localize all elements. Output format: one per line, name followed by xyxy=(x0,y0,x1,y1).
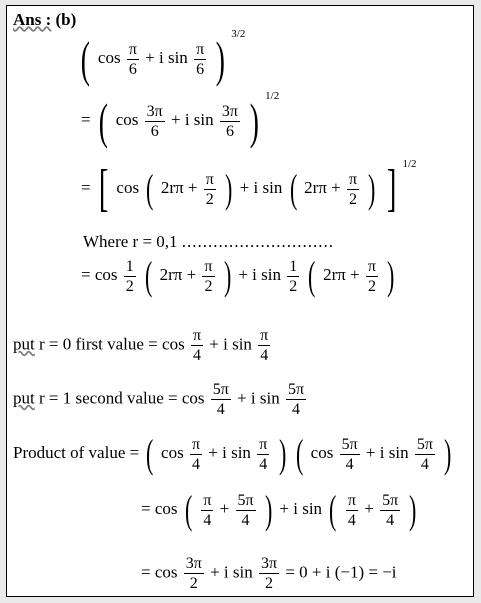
two-r-pi: 2rπ + xyxy=(160,177,198,197)
denominator: 4 xyxy=(192,347,201,364)
fraction-pi-6 xyxy=(127,40,139,79)
numerator: π xyxy=(260,327,269,344)
numerator: π xyxy=(205,170,214,188)
right-bracket: ] xyxy=(386,160,397,217)
fraction-pi-2 xyxy=(347,170,359,209)
denominator: 4 xyxy=(292,401,301,418)
fraction-pi-4 xyxy=(190,435,202,474)
cos-term: cos xyxy=(161,442,184,462)
denominator: 2 xyxy=(349,190,358,208)
product-line xyxy=(13,431,454,476)
numerator: 5π xyxy=(288,381,305,398)
plus-sign: + xyxy=(219,498,230,518)
numerator: 3π xyxy=(221,102,238,120)
denominator: 6 xyxy=(128,60,137,78)
left-paren: ( xyxy=(146,431,154,476)
left-paren: ( xyxy=(329,487,337,532)
fraction-1-2 xyxy=(287,257,299,296)
right-paren: ) xyxy=(264,487,273,532)
isin-term: + i sin xyxy=(365,442,409,462)
numerator: π xyxy=(191,435,201,453)
where-text: Where r = 0,1 xyxy=(83,232,178,251)
cos-term: cos xyxy=(310,442,334,462)
denominator: 4 xyxy=(420,455,429,473)
left-paren: ( xyxy=(184,487,193,532)
product-text: Product of value = xyxy=(13,442,140,462)
isin-term: + i sin xyxy=(237,388,280,408)
isin-term: + i sin xyxy=(209,334,252,354)
numerator: 5π xyxy=(237,491,254,509)
two-r-pi: 2rπ + xyxy=(304,177,341,197)
numerator: 3π xyxy=(185,555,202,572)
numerator: π xyxy=(196,40,205,58)
numerator: π xyxy=(128,40,137,58)
put-text: r = 1 second value = cos xyxy=(34,388,205,408)
denominator: 2 xyxy=(204,277,213,295)
denominator: 4 xyxy=(259,455,268,473)
answer-panel xyxy=(6,5,474,597)
denominator: 4 xyxy=(216,401,225,418)
fraction-3pi-6 xyxy=(145,102,165,141)
denominator: 4 xyxy=(203,511,212,529)
numerator: π xyxy=(192,327,202,344)
isin-term: + i sin xyxy=(239,177,283,197)
denominator: 2 xyxy=(289,277,298,295)
right-paren: ) xyxy=(225,166,233,211)
ans-label: Ans : xyxy=(13,10,52,29)
where-line xyxy=(83,232,334,252)
cos-term: cos xyxy=(116,177,140,197)
left-bracket: [ xyxy=(98,160,109,217)
fraction-pi-2 xyxy=(204,170,216,209)
plus-sign: + xyxy=(364,498,374,518)
denominator: 4 xyxy=(345,455,354,473)
fraction-1-2 xyxy=(124,257,136,296)
denominator: 2 xyxy=(125,277,134,295)
fraction-5pi-4 xyxy=(380,491,400,530)
two-r-pi: 2rπ + xyxy=(323,264,360,284)
fraction-pi-4 xyxy=(346,491,358,530)
left-paren: ( xyxy=(80,31,90,87)
right-paren: ) xyxy=(409,487,417,532)
answer-heading xyxy=(13,10,76,30)
numerator: π xyxy=(367,257,376,275)
fraction-pi-4 xyxy=(191,326,203,365)
numerator: 1 xyxy=(289,257,298,275)
fraction-pi-4 xyxy=(201,491,213,530)
fraction-3pi-2 xyxy=(259,554,279,593)
numerator: π xyxy=(203,491,212,509)
cos-term: cos xyxy=(115,109,139,129)
exponent: 3/2 xyxy=(231,27,246,40)
fraction-pi-4 xyxy=(257,435,269,474)
final-result: = 0 + i (−1) = −i xyxy=(285,562,397,582)
isin-term: + i sin xyxy=(145,47,188,67)
denominator: 4 xyxy=(386,511,395,529)
ans-part: (b) xyxy=(55,10,77,29)
right-paren: ) xyxy=(223,253,232,298)
denominator: 4 xyxy=(191,455,200,473)
denominator: 2 xyxy=(205,190,214,208)
denominator: 2 xyxy=(265,575,274,592)
right-paren: ) xyxy=(249,93,260,149)
numerator: π xyxy=(349,170,358,188)
numerator: 5π xyxy=(341,435,358,453)
left-paren: ( xyxy=(289,166,297,211)
fraction-5pi-4 xyxy=(340,435,360,474)
right-paren: ) xyxy=(216,31,226,87)
denominator: 2 xyxy=(367,277,376,295)
numerator: π xyxy=(259,435,268,453)
equals-cos: = cos xyxy=(141,498,178,518)
fraction-3pi-2 xyxy=(184,554,204,593)
exponent: 1/2 xyxy=(265,89,280,102)
equals-sign: = xyxy=(81,109,91,129)
fraction-5pi-4 xyxy=(236,491,256,530)
fraction-pi-2 xyxy=(366,257,378,296)
dot-leader: ............................. xyxy=(181,232,335,251)
numerator: 1 xyxy=(125,257,134,275)
put-word: put xyxy=(13,334,35,354)
numerator: π xyxy=(347,491,356,509)
left-paren: ( xyxy=(144,253,153,298)
fraction-5pi-4 xyxy=(211,380,231,419)
left-paren: ( xyxy=(146,166,154,211)
denominator: 2 xyxy=(189,575,198,592)
fraction-pi-6 xyxy=(194,40,206,79)
right-paren: ) xyxy=(387,253,395,298)
denominator: 6 xyxy=(196,60,205,78)
expression-line-2 xyxy=(81,89,280,149)
exponent: 1/2 xyxy=(402,157,417,170)
left-paren: ( xyxy=(308,253,316,298)
numerator: 5π xyxy=(212,381,229,398)
isin-term: + i sin xyxy=(279,498,323,518)
put-r0-line xyxy=(13,326,272,365)
left-paren: ( xyxy=(98,93,108,149)
expression-line-3 xyxy=(81,157,417,217)
expression-line-4 xyxy=(81,253,398,298)
fraction-5pi-4 xyxy=(286,380,306,419)
isin-term: + i sin xyxy=(238,264,281,284)
denominator: 6 xyxy=(225,122,234,140)
numerator: 5π xyxy=(382,491,399,509)
cos-term: cos xyxy=(97,47,121,67)
left-paren: ( xyxy=(296,431,304,476)
right-paren: ) xyxy=(368,166,376,211)
equals-cos: = cos xyxy=(141,562,178,582)
denominator: 4 xyxy=(347,511,356,529)
denominator: 6 xyxy=(150,122,159,140)
fraction-pi-2 xyxy=(202,257,214,296)
numerator: π xyxy=(204,257,213,275)
fraction-5pi-4 xyxy=(415,435,435,474)
numerator: 3π xyxy=(260,555,278,572)
expression-line-6 xyxy=(141,554,397,593)
put-word: put xyxy=(13,388,35,408)
right-paren: ) xyxy=(278,431,286,476)
numerator: 5π xyxy=(416,435,433,453)
put-r1-line xyxy=(13,380,308,419)
isin-term: + i sin xyxy=(210,562,253,582)
numerator: 3π xyxy=(146,102,163,120)
fraction-3pi-6 xyxy=(220,102,240,141)
isin-term: + i sin xyxy=(208,442,251,462)
right-paren: ) xyxy=(444,431,452,476)
fraction-pi-4 xyxy=(258,326,270,365)
equals-sign: = xyxy=(81,177,91,197)
expression-line-1 xyxy=(77,27,246,87)
expression-line-5 xyxy=(141,487,420,532)
put-text: r = 0 first value = cos xyxy=(34,334,185,354)
isin-term: + i sin xyxy=(171,109,214,129)
denominator: 4 xyxy=(260,347,269,364)
equals-cos: = cos xyxy=(81,264,118,284)
denominator: 4 xyxy=(241,511,250,529)
two-r-pi: 2rπ + xyxy=(159,264,197,284)
